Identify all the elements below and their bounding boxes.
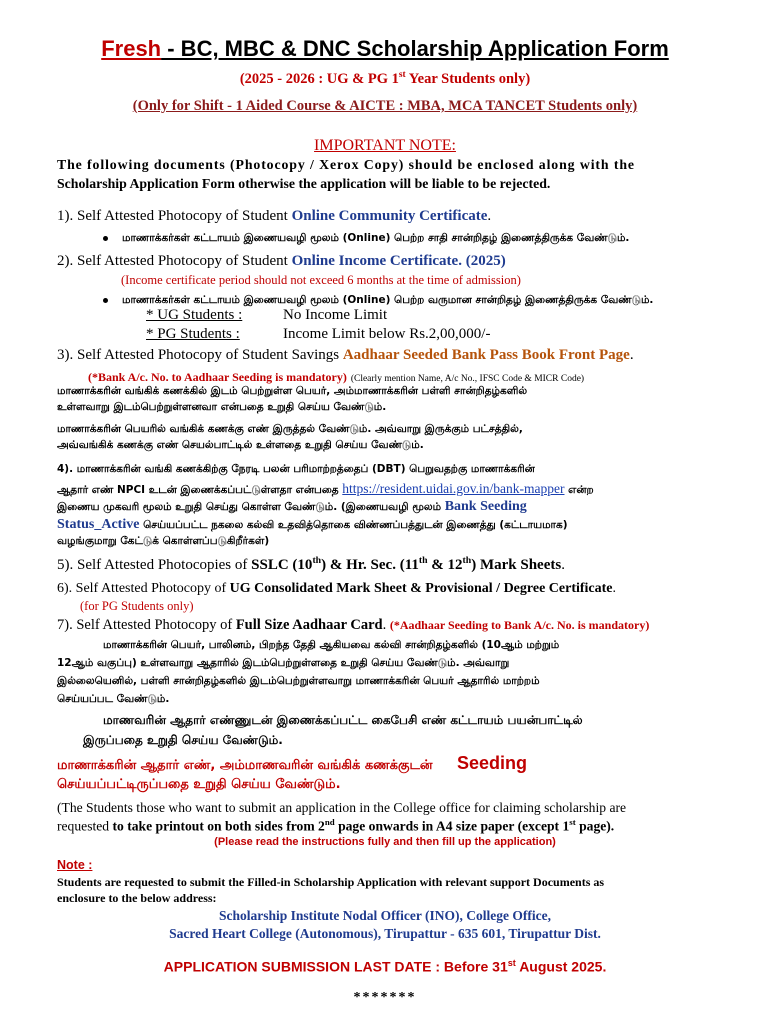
form-title bbox=[0, 36, 770, 62]
item-income-tamil: மாணாக்கர்கள் கட்டாயம் இணையவழி மூலம் (Online) பெற்ற வருமான சான்றிதழ் இணைத்திருக்க வேண்டும். bbox=[103, 294, 653, 307]
print-line1: (The Students those who want to submit an application in the College office for claiming scholarship are bbox=[57, 800, 627, 815]
aadhaar-tamil-3: இல்லையெனில், பள்ளி சான்றிதழ்களில் இடம்பெற்றுள்ளவாறு மாணாக்கரின் பெயர் ஆதாரில் மாற்றம் bbox=[57, 675, 540, 687]
seeding-line2: செய்யப்பட்டிருப்பதை உறுதி செய்ய வேண்டும். bbox=[57, 777, 341, 792]
address-line2: Sacred Heart College (Autonomous), Tirupattur - 635 601, Tirupattur Dist. bbox=[169, 926, 601, 941]
income-note: (Income certificate period should not exceed 6 months at the time of admission) bbox=[121, 273, 521, 287]
read-instructions: (Please read the instructions fully and then fill up the application) bbox=[214, 836, 556, 848]
aadhaar-tamil-2: 12ஆம் வகுப்பு) உள்ளவாறு ஆதாரில் இடம்பெற்றுள்ளதை உறுதி செய்ய வேண்டும். அவ்வாறு bbox=[57, 657, 510, 669]
npci-link[interactable]: https://resident.uidai.gov.in/bank-mapper bbox=[342, 481, 565, 496]
item-community-tamil: மாணாக்கர்கள் கட்டாயம் இணையவழி மூலம் (Online) பெற்ற சாதி சான்றிதழ் இணைத்திருக்க வேண்டும். bbox=[103, 232, 629, 245]
aadhaar-tamil-1: மாணாக்கரின் பெயர், பாலினம், பிறந்த தேதி ஆகியவை கல்வி சான்றிதழ்களில் (10ஆம் மற்றும் bbox=[103, 639, 560, 651]
item-mark-sheets: 5). Self Attested Photocopies of SSLC (10th) & Hr. Sec. (11th & 12th) Mark Sheets. bbox=[57, 555, 565, 573]
subtitle-year: (2025 - 2026 : UG & PG 1st Year Students only) bbox=[239, 70, 531, 87]
title-fresh: Fresh bbox=[101, 36, 162, 61]
important-heading: IMPORTANT NOTE: bbox=[314, 137, 456, 154]
dbt-line3: இணைய முகவரி மூலம் உறுதி செய்து கொள்ள வேண்டும். (இணையவழி மூலம் Bank Seeding bbox=[57, 499, 527, 514]
bank-tamil-1b: உள்ளவாறு இடம்பெற்றுள்ளனவா என்பதை உறுதி செய்ய வேண்டும். bbox=[57, 401, 387, 413]
bank-tamil-2a: மாணாக்கரின் பெயரில் வங்கிக் கணக்கு எண் இருத்தல் வேண்டும். அவ்வாறு இருக்கும் பட்சத்தில், bbox=[57, 423, 523, 435]
bullet-icon bbox=[103, 298, 108, 303]
note-label: Note : bbox=[57, 858, 93, 872]
item-community: 1). Self Attested Photocopy of Student Online Community Certificate. bbox=[57, 208, 492, 224]
aadhaar-tamil-4: செய்யப்பட வேண்டும். bbox=[57, 693, 170, 705]
deadline: APPLICATION SUBMISSION LAST DATE : Before 31st August 2025. bbox=[163, 958, 607, 975]
pg-income: * PG Students : bbox=[146, 326, 240, 342]
bank-tamil-2b: அவ்வங்கிக் கணக்கு எண் செயல்பாட்டில் உள்ளதை உறுதி செய்ய வேண்டும். bbox=[57, 439, 424, 451]
dbt-line1: 4). மாணாக்கரின் வங்கி கணக்கிற்கு நேரடி பலன் பரிமாற்றத்தைப் (DBT) பெறுவதற்கு மாணாக்கரின் bbox=[57, 463, 535, 475]
pg-only-note: (for PG Students only) bbox=[80, 599, 194, 613]
dbt-line5: வழங்குமாறு கேட்டுக் கொள்ளப்படுகிறீர்கள்) bbox=[57, 535, 270, 547]
mobile-line1: மாணவரின் ஆதார் எண்ணுடன் இணைக்கப்பட்ட கைபேசி எண் கட்டாயம் பயன்பாட்டில் bbox=[103, 713, 583, 727]
bank-tamil-1a: மாணாக்கரின் வங்கிக் கணக்கில் இடம் பெற்றுள்ள பெயர், அம்மாணாக்கரின் பள்ளி சான்றிதழ்களில் bbox=[57, 385, 528, 397]
ug-income: * UG Students : bbox=[146, 307, 243, 323]
dbt-line4: Status_Active செய்யப்பட்ட நகலை கல்வி உதவித்தொகை விண்ணப்பத்துடன் இணைத்து (கட்டாயமாக) bbox=[57, 517, 568, 532]
important-line2: Scholarship Application Form otherwise the application will be liable to be rejected. bbox=[57, 176, 551, 191]
item-income: 2). Self Attested Photocopy of Student Online Income Certificate. (2025) bbox=[57, 253, 506, 269]
mobile-line2: இருப்பதை உறுதி செய்ய வேண்டும். bbox=[83, 733, 283, 747]
pg-income-value: Income Limit below Rs.2,00,000/- bbox=[283, 326, 491, 342]
note-line2: enclosure to the below address: bbox=[57, 891, 217, 905]
subtitle-shift: (Only for Shift - 1 Aided Course & AICTE : MBA, MCA TANCET Students only) bbox=[132, 98, 638, 114]
ug-income-value: No Income Limit bbox=[283, 307, 388, 323]
bank-note: (*Bank A/c. No. to Aadhaar Seeding is mandatory) (Clearly mention Name, A/c No., IFSC Code & MICR Code) bbox=[88, 370, 585, 384]
note-line1: Students are requested to submit the Filled-in Scholarship Application with relevant support Documents as bbox=[57, 875, 605, 889]
item-bank-passbook: 3). Self Attested Photocopy of Student Savings Aadhaar Seeded Bank Pass Book Front Page. bbox=[57, 347, 634, 363]
end-marker: ******* bbox=[353, 990, 417, 1005]
address-line1: Scholarship Institute Nodal Officer (INO), College Office, bbox=[219, 908, 551, 923]
dbt-line2: ஆதார் எண் NPCI உடன் இணைக்கப்பட்டுள்ளதா என்பதை https://resident.uidai.gov.in/bank-mapper என்ற bbox=[57, 481, 594, 496]
item-ug-marksheet: 6). Self Attested Photocopy of UG Consolidated Mark Sheet & Provisional / Degree Certificate. bbox=[57, 581, 617, 596]
title-rest: - BC, MBC & DNC Scholarship Application Form bbox=[161, 36, 669, 61]
seeding-line1: மாணாக்கரின் ஆதார் எண், அம்மாணவரின் வங்கிக் கணக்குடன் Seeding bbox=[57, 753, 527, 773]
important-line1: The following documents (Photocopy / Xerox Copy) should be enclosed along with the bbox=[57, 157, 635, 172]
print-line2: requested to take printout on both sides from 2nd page onwards in A4 size paper (except 1st page). bbox=[57, 817, 615, 834]
bullet-icon bbox=[103, 236, 108, 241]
item-aadhaar-card: 7). Self Attested Photocopy of Full Size Aadhaar Card. (*Aadhaar Seeding to Bank A/c. No. is mandatory) bbox=[57, 617, 650, 633]
